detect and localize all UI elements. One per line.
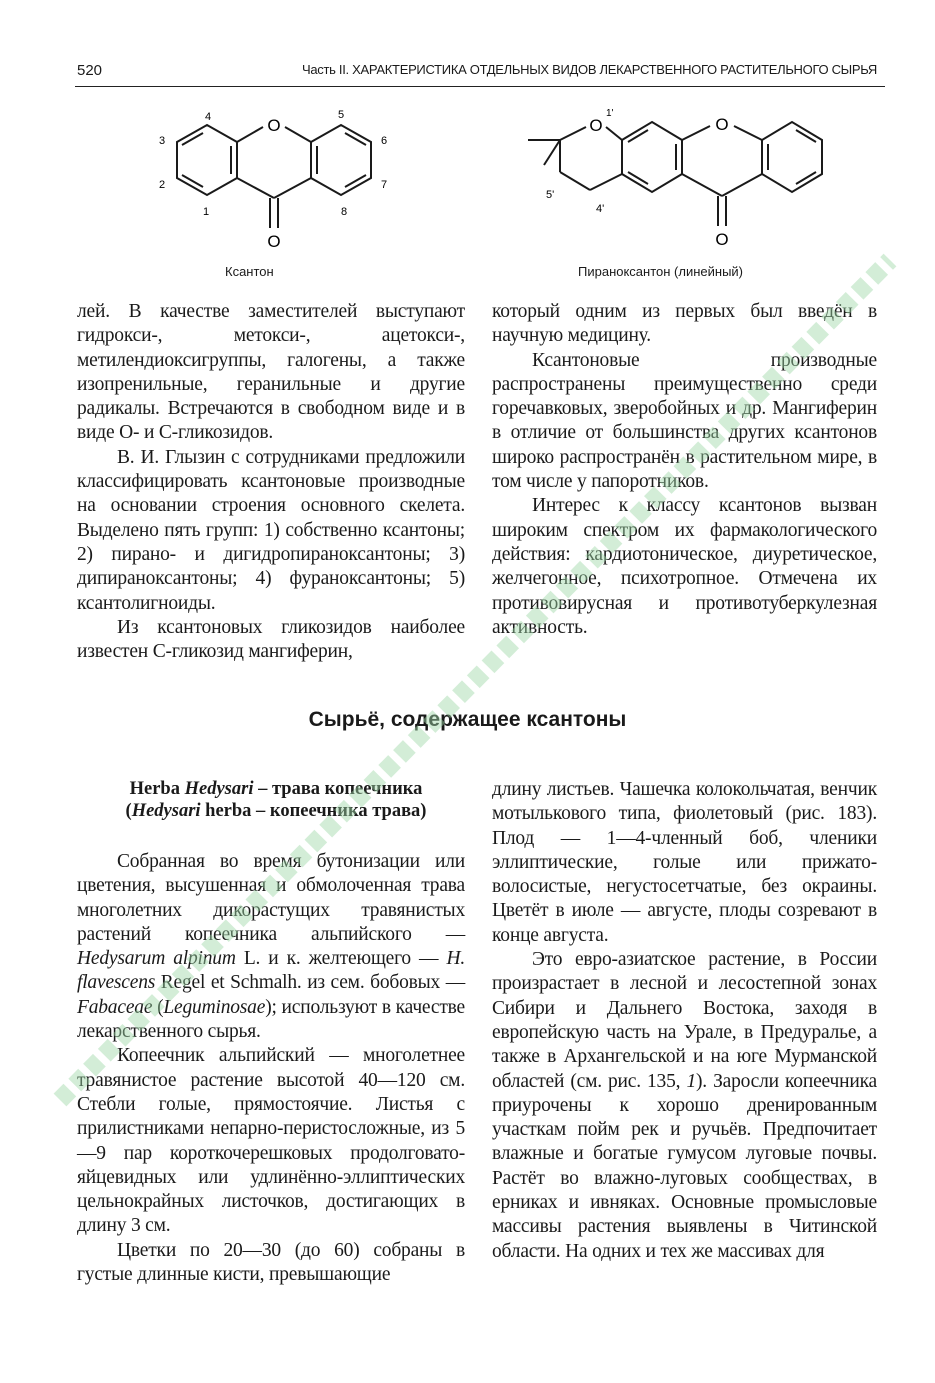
- paragraph: В. И. Глызин с сотрудниками предложили классифицировать ксантоновые производные на основании строения основного скелета. Выделено пять групп: 1) собственно ксантоны; 2) пирано- и дигидропираноксантоны; 3) дипираноксантоны; 4) фураноксантоны; 5) ксантолигноиды.: [77, 446, 465, 614]
- position-5-label: 5: [338, 109, 345, 121]
- paragraph: который одним из первых был введён в научную медицину.: [492, 301, 877, 347]
- position-2-label: 2: [159, 179, 166, 191]
- paragraph: лей. В качестве заместителей выступают гидрокси-, метокси-, ацетокси-, метилендиоксигруппы, галогены, а также изопренильные, геранильные и другие радикалы. Встречаются в свободном виде и в виде О- и С-гликозидов.: [77, 301, 465, 444]
- paragraph: Копеечник альпийский — многолетнее травянистое растение высотой 40—120 см. Стебли голые, прямостоячие. Листья с прилистниками непарно-перистосложные, из 5—9 пар короткочерешковых продолговато-яйцевидных или удлинённо-эллиптических цельнокрайных листочков, достигающих в длину 3 см.: [77, 1045, 465, 1237]
- paragraph: Собранная во время бутонизации или цветения, высушенная и обмолоченная трава многолетних дикорастущих травянистых растений копеечника альпийского — Hedysarum alpinum L. и к. желтеющего — H. flavescens Regel et Schmalh. из сем. бобовых — Fabaceae (Leguminosae); используют в качестве лекарственного сырья.: [77, 851, 465, 1043]
- paragraph: Цветки по 20—30 (до 60) собраны в густые длинные кисти, превышающие: [77, 1239, 465, 1286]
- position-1-label: 1: [203, 206, 210, 218]
- running-header: [75, 62, 885, 87]
- position-4prime-label: 4': [596, 203, 605, 215]
- position-8-label: 8: [341, 206, 348, 218]
- bottom-right-column: [492, 778, 877, 1264]
- position-1prime-label: 1': [606, 108, 614, 119]
- pyranoxanthone-caption: Пираноксантон (линейный): [578, 264, 744, 279]
- paragraph: Это евро-азиатское растение, в России произрастает в лесной и лесостепной зонах Сибири и Дальнего Востока, заходя в европейскую часть на Урале, в Предуралье, а также в Архангельской и на юге Мурманской областей (см. рис. 135, 1). Заросли копеечника приурочены к хорошо дренированным участкам пойм рек и ручьёв. Предпочитает влажные и богатые гумусом луговые почвы. Растёт во влажно-луговых сообществах, в ерниках и ивняках. Основные промысловые массивы растения выявлены в Читинской области. На одних и тех же массивах для: [492, 949, 877, 1262]
- position-6-label: 6: [381, 135, 388, 147]
- ring-oxygen-label: O: [267, 116, 281, 135]
- paragraph: Ксантоновые производные распространены преимущественно среди горечавковых, зверобойных и др. Мангиферин в отличие от большинства других ксантонов широко распространён в растительном мире, в том числе у папоротников.: [492, 349, 877, 493]
- keto-oxygen-label: O: [715, 230, 729, 249]
- xanthone-structure: [145, 100, 415, 260]
- top-right-column: [492, 300, 877, 640]
- ring-oxygen-label: O: [715, 115, 729, 134]
- running-title: Часть II. ХАРАКТЕРИСТИКА ОТДЕЛЬНЫХ ВИДОВ ЛЕКАРСТВЕННОГО РАСТИТЕЛЬНОГО СЫРЬЯ: [301, 62, 877, 77]
- bottom-left-column: [77, 850, 465, 1287]
- top-left-column: [77, 300, 465, 664]
- keto-oxygen-label: O: [267, 232, 281, 251]
- position-4-label: 4: [205, 111, 212, 123]
- xanthone-caption: Ксантон: [225, 264, 274, 279]
- position-7-label: 7: [381, 179, 388, 191]
- entry-title: Herba Hedysari – трава копеечника (Hedysari herba – копеечника трава): [125, 779, 427, 821]
- paragraph: Из ксантоновых гликозидов наиболее известен С-гликозид мангиферин,: [77, 616, 465, 663]
- paragraph: длину листьев. Чашечка колокольчатая, венчик мотылькового типа, фиолетовый (рис. 183). Плод — 1—4-членный боб, членики эллиптические, голые или прижато-волосистые, негустосетчатые, без окраины. Цветёт в июле — августе, плоды созревают в конце августа.: [492, 779, 877, 946]
- pyranoxanthone-structure: [520, 100, 865, 260]
- paragraph: Интерес к классу ксантонов вызван широким спектром их фармакологического действия: кардиотоническое, диуретическое, желчегонное, психотропное. Отмечена их противовирусная и противотуберкулезная активность.: [492, 495, 877, 638]
- page-number: 520: [77, 62, 103, 79]
- position-5prime-label: 5': [546, 189, 555, 201]
- section-title: Сырьё, содержащее ксантоны: [308, 708, 627, 731]
- pyran-oxygen-label: O: [589, 116, 603, 135]
- position-3-label: 3: [159, 135, 166, 147]
